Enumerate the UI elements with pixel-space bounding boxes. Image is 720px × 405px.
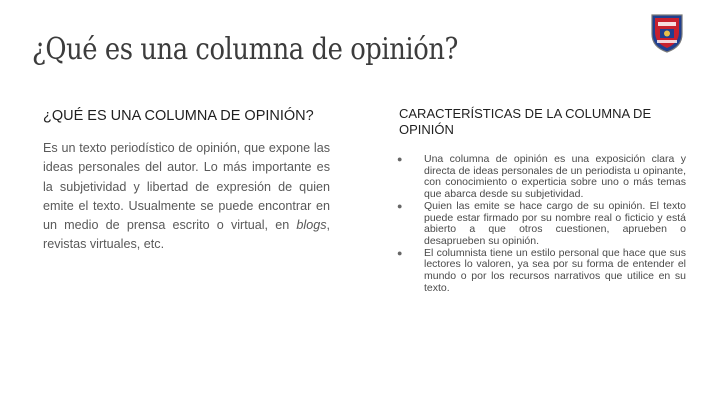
- bullet-icon: ●: [397, 200, 403, 211]
- left-body-text: [43, 139, 330, 255]
- left-column: [43, 106, 330, 255]
- left-heading: ¿QUÉ ES UNA COLUMNA DE OPINIÓN?: [43, 108, 314, 124]
- right-heading: CARACTERÍSTICAS DE LA COLUMNA DE OPINIÓN: [399, 106, 652, 137]
- left-body-end: , revistas virtuales, etc.: [43, 218, 330, 252]
- school-crest-icon: [649, 12, 685, 54]
- list-item: [397, 201, 686, 248]
- characteristics-list: [397, 154, 686, 294]
- left-body-start: Es un texto periodístico de opinión, que expone las ideas personales del autor. Lo más importante es la subjetividad y libertad de expresión de quien emite el texto. Usualmente se puede encontrar en un medio de prensa escrito o virtual, en: [43, 141, 330, 233]
- slide-title: ¿Qué es una columna de opinión?: [32, 32, 458, 67]
- bullet-icon: ●: [397, 154, 403, 164]
- bullet-icon: ●: [397, 247, 403, 258]
- right-column: [397, 106, 686, 294]
- list-item-text: Una columna de opinión es una exposición clara y directa de ideas personales de un periodista u opinante, con conocimiento o experticia sobre uno o más temas que abarca desde su subjetividad.: [424, 153, 686, 201]
- left-body-italic: blogs: [296, 218, 327, 233]
- list-item-text: El columnista tiene un estilo personal que hace que sus lectores lo valoren, ya sea por su forma de entender el mundo o por los recursos narrativos que utilice en su texto.: [424, 246, 686, 294]
- list-item: [397, 154, 686, 201]
- list-item: [397, 248, 686, 295]
- list-item-text: Quien las emite se hace cargo de su opinión. El texto puede estar firmado por su nombre real o ficticio y está abierto a que otros cuestionen, aprueben o desaprueben su opinión.: [424, 199, 686, 247]
